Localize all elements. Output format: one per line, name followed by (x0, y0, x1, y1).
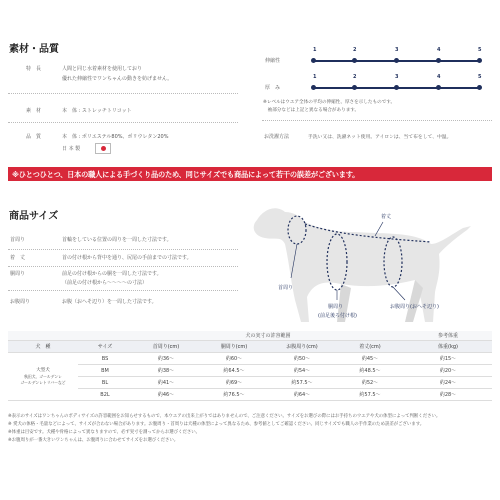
neck-label: 首周り (10, 237, 26, 243)
table-header-weight: 参考体重 (404, 331, 492, 341)
dog-neck-label: 首周り (278, 285, 294, 291)
length-cell: 約52〜 (336, 377, 404, 389)
footnote-3: ※体重は目安です。犬種や骨格によって異なりますので、必ず実寸を測ってからお選びください。 (8, 430, 201, 435)
breed-title: 大型犬 (36, 367, 50, 373)
feature-value-1: 人間と同じ水着素材を使用しており (62, 66, 143, 72)
thickness-num-2: 2 (353, 74, 357, 80)
size-cell: BL (78, 377, 132, 389)
scale-note-1: ※レベルはウエア全体の平均の伸縮性、厚さを示したものです。 (263, 100, 396, 105)
stretch-dot-3 (394, 58, 399, 63)
chest-desc: 前足の付け根からの胴を一周した寸法です。 (62, 271, 162, 277)
chest-desc-sub: （前足の付け根から〜〜〜〜の寸法） (62, 280, 148, 286)
size-section-title: 商品サイズ (9, 211, 59, 222)
waist-label: お腹周り (10, 299, 31, 305)
waist-cell: 約54〜 (268, 365, 336, 377)
fabric-value: 本 体 : ストレッチトリコット (62, 108, 132, 114)
dog-chest-sub-label: (前足後ろ付け根) (318, 313, 357, 319)
size-cell: B2L (78, 389, 132, 401)
weight-cell: 約20〜 (404, 365, 492, 377)
made-in-japan: 日 本 製 (62, 146, 81, 152)
handmade-notice-banner (8, 167, 492, 181)
weight-cell: 約15〜 (404, 353, 492, 365)
waist-cell: 約57.5〜 (268, 377, 336, 389)
size-cell: BS (78, 353, 132, 365)
quality-label: 品 質 (26, 134, 42, 140)
table-row (8, 389, 492, 401)
dog-illustration (245, 192, 495, 327)
neck-cell: 約46〜 (132, 389, 200, 401)
feature-label: 特 長 (26, 66, 42, 72)
thickness-label: 厚 み (265, 85, 281, 91)
stretch-dot-5-selected (477, 58, 482, 63)
stretch-label: 伸縮性 (265, 58, 281, 64)
footnote-1: ※表示のサイズはワンちゃんのボディサイズの許容範囲をお知らせするもので、本ウエアの出来上がりではありませんので、ご注意ください。サイズをお選びの際にはお手持ちのウエアや犬の体型によって判断ください。 (8, 414, 441, 419)
banner-text: ※ひとつひとつ、日本の職人による手づくり品のため、同じサイズでも商品によって若干の誤差がございます。 (12, 170, 360, 179)
col-chest: 胴周り(cm) (200, 341, 268, 353)
material-section-title: 素材・品質 (9, 44, 59, 55)
col-neck: 首周り(cm) (132, 341, 200, 353)
waist-desc: お腹（おへそ辺り）を一周した寸法です。 (62, 299, 157, 305)
neck-cell: 約41〜 (132, 377, 200, 389)
length-cell: 約45〜 (336, 353, 404, 365)
length-desc: 首の付け根から背中を通り、尻尾の手前までの寸法です。 (62, 255, 192, 261)
weight-cell: 約24〜 (404, 377, 492, 389)
size-table (8, 331, 492, 401)
thickness-num-5: 5 (478, 74, 482, 80)
care-text: 手洗い又は、洗濯ネット使用。アイロンは、当て布をして、中温。 (308, 135, 452, 140)
quality-value: 本 体 : ポリエステル80%、ポリウレタン20% (62, 134, 169, 140)
thickness-dot-1 (311, 85, 316, 90)
table-header-blank (8, 331, 78, 341)
scale-note-2: 袖部分などは上記と異なる場合があります。 (263, 108, 360, 113)
col-size: サイズ (78, 341, 132, 353)
col-waist: お腹周り(cm) (268, 341, 336, 353)
waist-cell: 約64〜 (268, 389, 336, 401)
footnote-2: ※ 愛犬の体格・毛量などによって、サイズが合わない場合があります。お腹周り・首周りは犬種の体型によって異なるため、参考値としてご確認ください。同じサイズでも職人の手作業のため誤差がございます。 (8, 422, 425, 427)
thickness-num-1: 1 (313, 74, 317, 80)
col-weight: 体重(kg) (404, 341, 492, 353)
care-label: お洗濯方法 (264, 134, 290, 140)
chest-cell: 約64.5〜 (200, 365, 268, 377)
stretch-num-1: 1 (313, 47, 317, 53)
chest-cell: 約76.5〜 (200, 389, 268, 401)
waist-cell: 約50〜 (268, 353, 336, 365)
chest-label: 胴周り (10, 271, 26, 277)
table-row (8, 365, 492, 377)
thickness-dot-2-selected (352, 85, 357, 90)
stretch-dot-4 (436, 58, 441, 63)
stretch-num-2: 2 (353, 47, 357, 53)
stretch-dot-1 (311, 58, 316, 63)
stretch-dot-2 (352, 58, 357, 63)
size-cell: BM (78, 365, 132, 377)
thickness-dot-3 (394, 85, 399, 90)
breed-sub-2: ゴールデンレトリバーなど (20, 379, 66, 385)
thickness-dot-4 (436, 85, 441, 90)
dog-waist-label: お腹周り(おへそ辺り) (390, 304, 439, 310)
dog-length-label: 着丈 (381, 214, 392, 220)
feature-value-2: 優れた伸縮性でワンちゃんの動きを妨げません。 (62, 76, 173, 82)
footnote-4: ※お腹周りが一番大きいワンちゃんは、お腹周りに合わせてサイズをお選びください。 (8, 438, 179, 443)
fabric-label: 素 材 (26, 108, 42, 114)
stretch-num-4: 4 (437, 47, 441, 53)
stretch-num-5: 5 (478, 47, 482, 53)
col-length: 着丈(cm) (336, 341, 404, 353)
breed-sub-1: 秋田犬、ゴールデンレ (24, 373, 62, 379)
table-row (8, 377, 492, 389)
stretch-num-3: 3 (395, 47, 399, 53)
chest-cell: 約69〜 (200, 377, 268, 389)
col-breed: 犬 種 (8, 341, 78, 353)
breed-cell (8, 353, 78, 401)
length-label: 着 丈 (10, 255, 26, 261)
chest-cell: 約60〜 (200, 353, 268, 365)
thickness-num-4: 4 (437, 74, 441, 80)
thickness-num-3: 3 (395, 74, 399, 80)
length-cell: 約57.5〜 (336, 389, 404, 401)
dog-chest-label: 胴周り (328, 304, 344, 310)
weight-cell: 約28〜 (404, 389, 492, 401)
neck-cell: 約38〜 (132, 365, 200, 377)
japan-flag-icon (95, 143, 111, 154)
neck-cell: 約36〜 (132, 353, 200, 365)
length-cell: 約48.5〜 (336, 365, 404, 377)
table-header-group: 犬の実寸の許容範囲 (132, 331, 404, 341)
thickness-dot-5 (477, 85, 482, 90)
table-row (8, 353, 492, 365)
neck-desc: 首輪をしている位置の周りを一周した寸法です。 (62, 237, 172, 243)
